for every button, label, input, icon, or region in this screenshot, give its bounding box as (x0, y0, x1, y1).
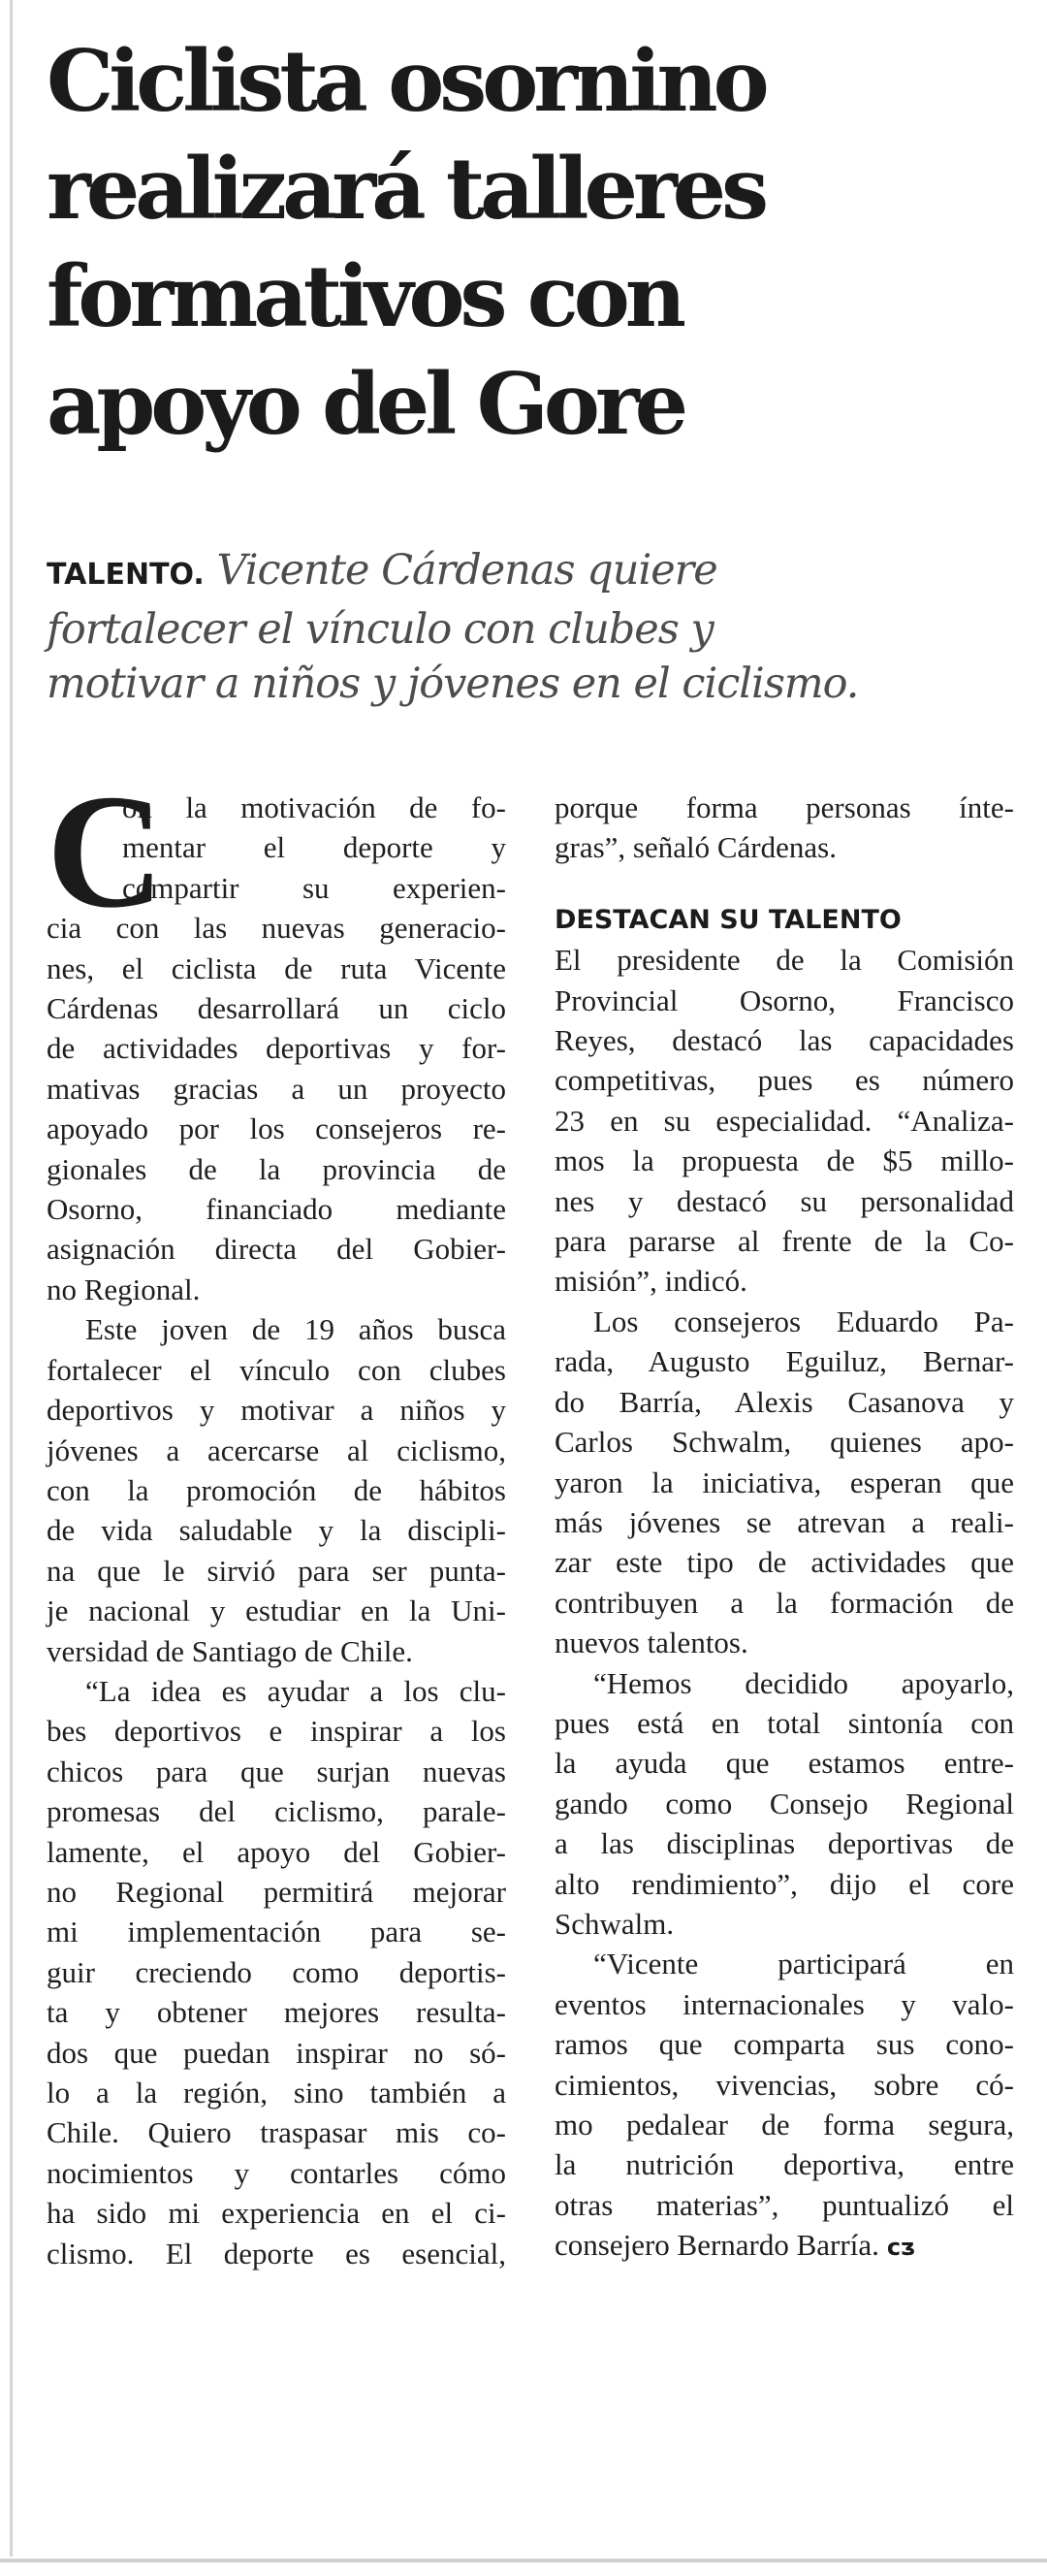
body-line: alto rendimiento”, dijo el core (555, 1866, 1014, 1901)
body-line: Chile. Quiero traspasar mis co- (47, 2115, 506, 2150)
body-line: misión”, indicó. (555, 1264, 747, 1299)
body-line: jóvenes a acercarse al ciclismo, (47, 1433, 506, 1467)
subhead-line (47, 543, 1026, 602)
body-column-right (555, 788, 1014, 2269)
body-line: “La idea es ayudar a los clu- (85, 1673, 506, 1708)
body-line: gras”, señaló Cárdenas. (555, 830, 837, 865)
body-line: porque forma personas ínte- (555, 790, 1014, 824)
body-line: con la promoción de hábitos (47, 1472, 506, 1507)
body-line: para pararse al frente de la Co- (555, 1224, 1014, 1259)
body-line: na que le sirvió para ser punta- (47, 1553, 506, 1588)
body-line: la ayuda que estamos entre- (555, 1746, 1014, 1781)
body-paragraph-2 (47, 1309, 506, 1671)
body-line: Reyes, destacó las capacidades (555, 1023, 1014, 1058)
body-line: ha sido mi experiencia en el ci- (47, 2196, 506, 2231)
body-line: Provincial Osorno, Francisco (555, 982, 1014, 1017)
body-line: mo pedalear de forma segura, (555, 2108, 1014, 2141)
body-line: la nutrición deportiva, entre (555, 2147, 1014, 2182)
body-line: Este joven de 19 años busca (85, 1312, 506, 1347)
body-line: asignación directa del Gobier- (47, 1232, 506, 1267)
body-line: on la motivación de fo- (122, 790, 506, 824)
body-line: 23 en su especialidad. “Analiza- (555, 1103, 1014, 1138)
subhead-line: fortalecer el vínculo con clubes y (47, 605, 714, 654)
body-line: nocimientos y contarles cómo (47, 2155, 506, 2190)
body-column-left (47, 761, 506, 2273)
body-line: no Regional permitirá mejorar (47, 1874, 506, 1909)
body-line: cimientos, vivencias, sobre có- (555, 2067, 1014, 2102)
body-line: mentar el deporte y (122, 830, 506, 865)
body-line: otras materias”, puntualizó el (555, 2187, 1014, 2222)
body-line: ramos que comparta sus cono- (555, 2027, 1014, 2062)
body-line: competitivas, pues es número (555, 1063, 1014, 1098)
body-line-text: consejero Bernardo Barría. (555, 2228, 879, 2263)
body-paragraph-4 (555, 940, 1014, 1302)
headline-line: realizará talleres (47, 139, 765, 239)
body-line: pues está en total sintonía con (555, 1705, 1014, 1740)
body-line: compartir su experien- (122, 870, 506, 905)
body-line: gando como Consejo Regional (555, 1786, 1014, 1820)
body-line: do Barría, Alexis Casanova y (555, 1384, 1014, 1419)
body-paragraph-7 (555, 1944, 1014, 2268)
headline-line: apoyo del Gore (47, 354, 684, 454)
body-line: yaron la iniciativa, esperan que (555, 1465, 1014, 1499)
body-line: gionales de la provincia de (47, 1151, 506, 1186)
body-line: mos la propuesta de $5 millo- (555, 1143, 1014, 1178)
section-subtitle: DESTACAN SU TALENTO (555, 904, 902, 935)
subhead-text: Vicente Cárdenas quiere (204, 546, 717, 595)
body-line: a las disciplinas deportivas de (555, 1826, 1014, 1861)
body-line: chicos para que surjan nuevas (47, 1754, 506, 1788)
body-line: lamente, el apoyo del Gobier- (47, 1834, 506, 1869)
body-line: zar este tipo de actividades que (555, 1545, 1014, 1580)
body-line: no Regional. (47, 1272, 201, 1306)
body-line: fortalecer el vínculo con clubes (47, 1352, 506, 1387)
body-line: “Vicente participará en (593, 1947, 1014, 1981)
body-line-final (555, 2225, 1014, 2268)
body-paragraph-continued (555, 788, 1014, 868)
body-line: guir creciendo como deportis- (47, 1954, 506, 1989)
body-line: Carlos Schwalm, quienes apo- (555, 1425, 1014, 1460)
body-line: Osorno, financiado mediante (47, 1192, 506, 1227)
body-line: de actividades deportivas y for- (47, 1031, 506, 1066)
body-line: cia con las nuevas generacio- (47, 911, 506, 946)
body-line: lo a la región, sino también a (47, 2076, 506, 2109)
body-line: eventos internacionales y valo- (555, 1986, 1014, 2021)
body-line: Cárdenas desarrollará un ciclo (47, 991, 506, 1026)
headline-line: Ciclista osornino (47, 31, 765, 131)
body-line: ta y obtener mejores resulta- (47, 1995, 506, 2030)
headline-line: formativos con (47, 246, 682, 346)
body-line: más jóvenes se atrevan a reali- (555, 1504, 1014, 1539)
body-line: bes deportivos e inspirar a los (47, 1714, 506, 1749)
body-line: rada, Augusto Eguiluz, Bernar- (555, 1344, 1014, 1379)
end-of-article-mark: ᴄᴣ (886, 2234, 916, 2262)
body-paragraph-1 (47, 761, 506, 1309)
body-line: clismo. El deporte es esencial, (47, 2236, 506, 2270)
article-subhead (47, 543, 1026, 711)
body-paragraph-6 (555, 1663, 1014, 1945)
body-line: contribuyen a la formación de (555, 1585, 1014, 1620)
body-paragraph-3 (47, 1671, 506, 2273)
left-margin-rule (10, 0, 13, 2557)
body-line: je nacional y estudiar en la Uni- (47, 1594, 506, 1628)
body-line: de vida saludable y la discipli- (47, 1513, 506, 1548)
body-line: deportivos y motivar a niños y (47, 1393, 506, 1428)
bottom-rule (0, 2559, 1047, 2562)
body-line: El presidente de la Comisión (555, 943, 1014, 978)
body-line: Los consejeros Eduardo Pa- (593, 1304, 1014, 1338)
body-line: nes, el ciclista de ruta Vicente (47, 950, 506, 985)
body-line: mi implementación para se- (47, 1915, 506, 1949)
subhead-kicker: TALENTO. (47, 558, 205, 592)
body-line: “Hemos decidido apoyarlo, (593, 1665, 1014, 1700)
subhead-line: motivar a niños y jóvenes en el ciclismo. (47, 660, 859, 708)
dropcap-letter: C (47, 761, 165, 942)
article-headline (47, 27, 1026, 458)
body-line: promesas del ciclismo, parale- (47, 1794, 506, 1829)
body-line: dos que puedan inspirar no só- (47, 2035, 506, 2070)
body-line: apoyado por los consejeros re- (47, 1111, 506, 1146)
body-line: Schwalm. (555, 1906, 675, 1941)
body-line: nes y destacó su personalidad (555, 1183, 1014, 1218)
body-line: nuevos talentos. (555, 1626, 748, 1660)
body-line: mativas gracias a un proyecto (47, 1071, 506, 1106)
body-line: versidad de Santiago de Chile. (47, 1633, 413, 1668)
body-paragraph-5 (555, 1302, 1014, 1663)
